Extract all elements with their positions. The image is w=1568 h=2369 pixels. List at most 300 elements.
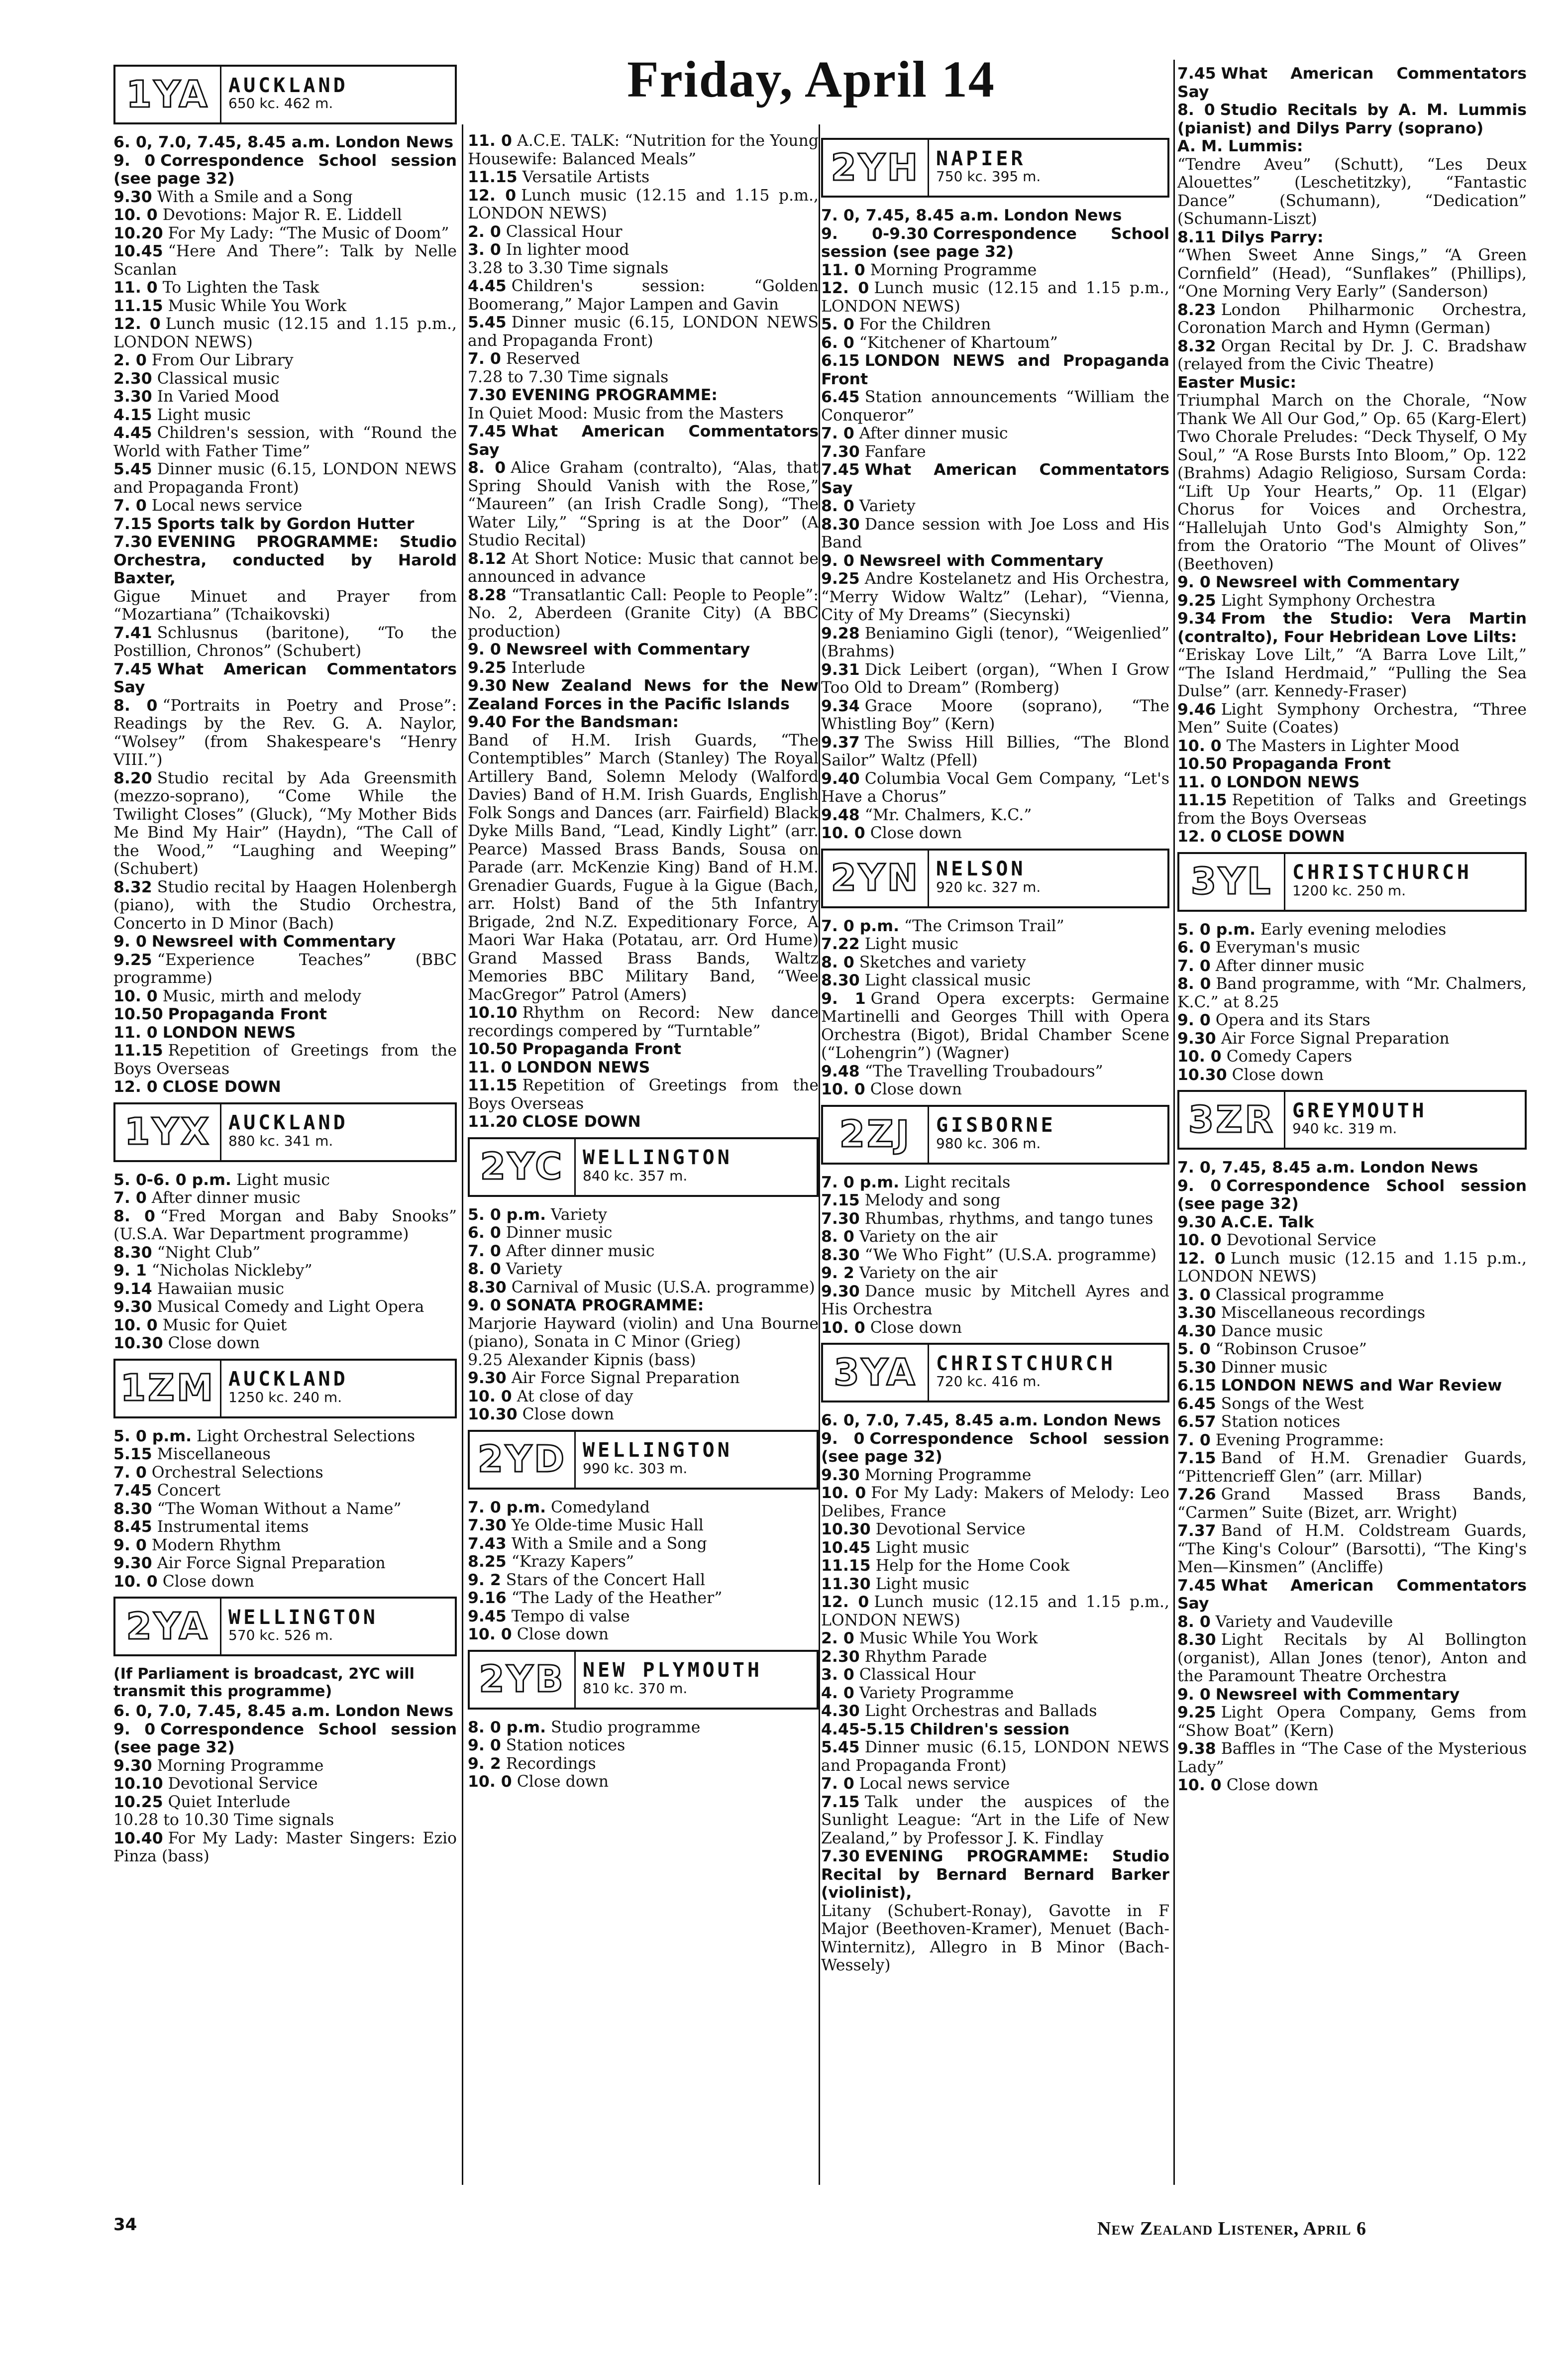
programme-time: 9. 0 xyxy=(1177,1011,1211,1029)
programme-time: 9.30 xyxy=(468,677,507,695)
programme-entry xyxy=(113,1830,457,1866)
programme-entry xyxy=(821,697,1169,734)
programme-entry xyxy=(113,1005,457,1024)
programme-text: Alice Graham (contralto), “Alas, that Spring Should Vanish with the Rose,” “Maureen” (an Irish Cradle Song), “The Water Lily,” “Spring is at the Door” (A Studio Recital) xyxy=(468,459,819,549)
programme-entry xyxy=(1177,1322,1527,1341)
station-logo: 2YN xyxy=(823,851,929,906)
programme-entry xyxy=(113,242,457,279)
programme-entry xyxy=(113,351,457,370)
programme-text: Andre Kostelanetz and His Orchestra, “Merry Widow Waltz” (Lehar), “Vienna, City of My Dreams” (Siecynski) xyxy=(821,570,1169,624)
programme-entry xyxy=(821,1228,1169,1246)
programme-time: 7.15 xyxy=(113,515,152,533)
programme-time: 2. 0 xyxy=(113,351,147,369)
programme-text: Classical music xyxy=(157,369,280,388)
programme-text: What American Commentators Say xyxy=(468,423,819,459)
programme-time: 7. 0 xyxy=(1177,957,1211,975)
programme-entry xyxy=(113,697,457,769)
programme-entry xyxy=(113,769,457,878)
programme-time: 9. 0 xyxy=(113,1536,147,1554)
programme-time: 8. 0 p.m. xyxy=(468,1718,546,1736)
programme-time: 7. 0 xyxy=(468,350,501,368)
programme-time: 7. 0 xyxy=(113,497,147,515)
station-logo: 3YL xyxy=(1179,854,1285,910)
station-banner xyxy=(113,1102,457,1162)
programme-time: 7.45 xyxy=(113,660,152,678)
programme-time: 3.30 xyxy=(113,388,152,406)
programme-time: 7.30 xyxy=(821,1847,860,1865)
station-city: NELSON xyxy=(936,858,1026,880)
programme-entry xyxy=(821,1738,1169,1775)
programme-entry xyxy=(1177,1613,1527,1631)
programme-entry xyxy=(113,1464,457,1482)
programme-text: Sports talk by Gordon Hutter xyxy=(157,515,415,533)
programme-text: Station announcements “William the Conqueror” xyxy=(821,388,1169,425)
programme-text: Children's session: “Golden Boomerang,” Major Lampen and Gavin xyxy=(468,277,819,314)
programme-time: 5. 0 xyxy=(1177,1340,1211,1358)
programme-entry xyxy=(113,1775,457,1793)
programme-entry xyxy=(468,423,819,459)
programme-entry xyxy=(468,1206,819,1224)
programme-text: Close down xyxy=(162,1572,255,1591)
programme-text: Beniamino Gigli (tenor), “Weigenlied” (Brahms) xyxy=(821,624,1169,660)
station-frequency: 720 kc. 416 m. xyxy=(936,1373,1041,1390)
programme-text: Dance session with Joe Loss and His Band xyxy=(821,515,1169,551)
programme-time: 10. 0 xyxy=(113,1572,158,1591)
programme-time: 5. 0-6. 0 p.m. xyxy=(113,1171,231,1189)
programme-time: 6. 0 xyxy=(1177,939,1211,957)
programme-text: Marjorie Hayward (violin) and Una Bourne (piano), Sonata in C Minor (Grieg) xyxy=(468,1314,819,1351)
programme-entry xyxy=(113,1445,457,1464)
programme-entry xyxy=(821,1902,1169,1975)
programme-time: 10. 0 xyxy=(1177,1776,1222,1794)
programme-time: 8. 0 xyxy=(821,1228,854,1246)
station-2ya-continued xyxy=(468,132,819,1131)
programme-time: 9. 0 xyxy=(821,1429,865,1448)
programme-entry xyxy=(821,352,1169,388)
programme-text: From the Studio: Vera Martin (contralto), Four Hebridean Love Lilts: xyxy=(1177,610,1527,646)
programme-entry xyxy=(1177,1486,1527,1522)
programme-time: 7. 0 xyxy=(1177,1431,1211,1449)
programme-text: “The Woman Without a Name” xyxy=(157,1500,402,1518)
programme-entry xyxy=(113,1024,457,1042)
programme-text: Grand Massed Brass Bands, “Carmen” Suite (Bizet, arr. Wright) xyxy=(1177,1486,1527,1522)
programme-text: Rhythm on Record: New dance recordings compered by “Turntable” xyxy=(468,1004,819,1040)
programme-text: Classical Hour xyxy=(506,222,623,241)
programme-text: For My Lady: “The Music of Doom” xyxy=(168,224,449,242)
programme-entry xyxy=(821,570,1169,625)
programme-time: 9.25 xyxy=(1177,591,1216,610)
station-2ya xyxy=(113,1597,457,1866)
programme-text: Repetition of Greetings from the Boys Overseas xyxy=(468,1077,819,1113)
programme-entry xyxy=(821,990,1169,1063)
programme-text: Light music xyxy=(157,406,251,424)
programme-time: 8. 0 xyxy=(821,497,854,515)
programme-text: Studio recital by Ada Greensmith (mezzo-soprano), “Come While the Twilight Closes” (Gluck), “My Mother Bids Me Bind My Hair” (Haydn), “The Call of the Wood,” “Laughing and Weeping” (Schubert) xyxy=(113,769,457,878)
station-frequency: 940 kc. 319 m. xyxy=(1292,1120,1397,1137)
column-2 xyxy=(468,132,819,1791)
programme-time: 7. 0 xyxy=(821,425,854,442)
programme-time: 2. 0 xyxy=(821,1629,854,1647)
programme-text: Dinner music (6.15, LONDON NEWS and Propaganda Front) xyxy=(468,314,819,350)
station-info xyxy=(929,1107,1167,1163)
programme-entry xyxy=(821,1080,1169,1099)
programme-text: Air Force Signal Preparation xyxy=(1221,1029,1450,1048)
programme-entry xyxy=(1177,374,1527,392)
programme-text: Local news service xyxy=(151,497,303,515)
programme-text: Orchestral Selections xyxy=(151,1463,323,1482)
programme-entry xyxy=(1177,392,1527,573)
station-banner xyxy=(1177,852,1527,912)
programme-entry xyxy=(821,461,1169,497)
programme-text: Variety on the air xyxy=(859,1264,998,1282)
station-3yl xyxy=(1177,852,1527,1084)
programme-text: London News xyxy=(1004,207,1122,224)
programme-text: Studio recital by Haagen Holenbergh (piano), with the Studio Orchestra, Concerto in D Minor (Bach) xyxy=(113,878,457,933)
programme-text: Litany (Schubert-Ronay), Gavotte in F Major (Beethoven-Kramer), Menuet (Bach-Winternitz), Allegro in B Minor (Bach-Wessely) xyxy=(821,1902,1169,1974)
programme-entry xyxy=(1177,1159,1527,1177)
programme-entry xyxy=(113,206,457,224)
programme-entry xyxy=(821,971,1169,990)
programme-time: 7.37 xyxy=(1177,1522,1216,1540)
programme-text: EVENING PROGRAMME: Studio Orchestra, conducted by Harold Baxter, xyxy=(113,533,457,587)
programme-entry xyxy=(468,1388,819,1406)
programme-entry xyxy=(821,1063,1169,1081)
station-city: AUCKLAND xyxy=(228,1111,348,1134)
programme-text: Classical programme xyxy=(1215,1286,1384,1304)
programme-time: 7.30 xyxy=(468,1516,507,1534)
programme-text: “Nicholas Nickleby” xyxy=(151,1262,313,1280)
programme-time: 7. 0 p.m. xyxy=(821,1173,900,1191)
programme-time: 5.30 xyxy=(1177,1358,1216,1377)
programme-entry xyxy=(821,954,1169,972)
station-frequency: 880 kc. 341 m. xyxy=(228,1132,333,1149)
station-2zj xyxy=(821,1105,1169,1337)
programme-time: 10. 0 xyxy=(1177,737,1222,755)
programme-text: Versatile Artists xyxy=(522,168,650,186)
column-4 xyxy=(1177,65,1527,1795)
programme-text: Grand Opera excerpts: Germaine Martinelli and Georges Thill with Opera Orchestra (Bigot), Bridal Chamber Scene (“Lohengrin”) (Wagner) xyxy=(821,989,1169,1062)
programme-entry xyxy=(821,1702,1169,1721)
programme-entry xyxy=(1177,1359,1527,1377)
programme-time: 9.30 xyxy=(113,1756,152,1775)
programme-time: 9.30 xyxy=(113,188,152,206)
programme-text: Rhumbas, rhythms, and tango tunes xyxy=(864,1209,1153,1228)
programme-time: 11. 0 xyxy=(821,261,865,279)
programme-time: 9. 0 xyxy=(1177,573,1211,591)
programme-time: 7. 0 xyxy=(113,1463,147,1482)
programme-text: CLOSE DOWN xyxy=(162,1078,281,1096)
programme-time: 2. 0 xyxy=(468,222,501,241)
programme-entry xyxy=(468,1242,819,1261)
programme-text: Close down xyxy=(1226,1776,1319,1794)
programme-entry xyxy=(1177,1177,1527,1213)
programme-text: “Here And There”: Talk by Nelle Scanlan xyxy=(113,242,457,279)
programme-time: 8.30 xyxy=(468,1278,507,1296)
programme-entry xyxy=(113,388,457,406)
programme-time: 10.20 xyxy=(113,224,163,242)
programme-time: 9.30 xyxy=(113,1554,152,1572)
programme-entry xyxy=(113,406,457,425)
programme-text: Interlude xyxy=(511,658,585,677)
programme-text: The Masters in Lighter Mood xyxy=(1226,737,1460,755)
programme-entry xyxy=(113,1042,457,1078)
programme-time: 9. 0 xyxy=(821,551,854,570)
programme-text: Music for Quiet xyxy=(162,1316,287,1334)
programme-time: 5. 0 p.m. xyxy=(113,1427,192,1445)
programme-entry xyxy=(821,443,1169,461)
programme-text: London News xyxy=(1043,1411,1161,1429)
programme-text: Music While You Work xyxy=(859,1629,1038,1647)
station-banner xyxy=(113,1597,457,1656)
programme-entry xyxy=(113,1189,457,1207)
programme-time: 9. 0 xyxy=(468,1296,501,1314)
station-2yn xyxy=(821,849,1169,1099)
programme-time: 10.25 xyxy=(113,1793,163,1811)
programme-entry xyxy=(468,677,819,713)
programme-entry xyxy=(1177,791,1527,828)
programme-entry xyxy=(821,1411,1169,1430)
programme-entry xyxy=(113,1518,457,1536)
programme-entry xyxy=(821,1174,1169,1192)
programme-text: Variety Programme xyxy=(859,1684,1014,1702)
programme-entry xyxy=(468,223,819,241)
programme-text: Quiet Interlude xyxy=(168,1793,291,1811)
column-3 xyxy=(821,132,1169,1975)
programme-time: 9.30 xyxy=(1177,1029,1216,1048)
programme-text: Light music xyxy=(875,1575,969,1593)
programme-time: 10.10 xyxy=(468,1004,518,1022)
programme-entry xyxy=(468,1516,819,1535)
programme-text: After dinner music xyxy=(151,1189,301,1207)
programme-time: 5. 0 p.m. xyxy=(1177,920,1256,939)
programme-time: 12. 0 xyxy=(468,186,517,205)
programme-time: 7.30 xyxy=(821,1209,860,1228)
column-divider xyxy=(819,124,820,2185)
station-info xyxy=(576,1652,817,1708)
programme-text: LONDON NEWS and Propaganda Front xyxy=(821,352,1169,388)
programme-time: 9. 2 xyxy=(821,1264,854,1282)
programme-time: 9. 1 xyxy=(113,1262,147,1280)
programme-text: Newsreel with Commentary xyxy=(151,933,396,951)
programme-entry xyxy=(113,133,457,152)
programme-time: 10. 0 xyxy=(1177,1048,1222,1066)
programme-time: 9.40 xyxy=(821,769,860,788)
programme-entry xyxy=(1177,592,1527,610)
programme-time: 9.30 xyxy=(113,1298,152,1316)
programme-time: 5.45 xyxy=(113,460,152,478)
programme-text: In Quiet Mood: Music from the Masters xyxy=(468,404,784,423)
programme-entry xyxy=(821,917,1169,936)
programme-time: 11. 0 xyxy=(468,1058,512,1077)
programme-time: 7.43 xyxy=(468,1534,507,1553)
programme-text: The Swiss Hill Billies, “The Blond Sailor” Waltz (Pfell) xyxy=(821,733,1169,769)
programme-text: Fanfare xyxy=(864,442,926,461)
programme-text: New Zealand News for the New Zealand Forces in the Pacific Islands xyxy=(468,677,819,713)
programme-time: 8. 0 xyxy=(821,953,854,971)
programme-entry xyxy=(468,659,819,677)
programme-text: Help for the Home Cook xyxy=(875,1557,1070,1575)
programme-entry xyxy=(113,1280,457,1298)
station-city: AUCKLAND xyxy=(228,1368,348,1391)
station-1zm xyxy=(113,1359,457,1591)
station-1ya xyxy=(113,65,457,1096)
programme-time: 11.20 xyxy=(468,1113,518,1131)
programme-text: Light Symphony Orchestra xyxy=(1221,591,1436,610)
station-info xyxy=(929,140,1167,196)
programme-entry xyxy=(1177,1213,1527,1232)
programme-text: LONDON NEWS xyxy=(1226,773,1360,791)
programme-text: Hawaiian music xyxy=(157,1280,284,1298)
station-frequency: 1250 kc. 240 m. xyxy=(228,1389,342,1405)
programme-text: Close down xyxy=(517,1773,609,1791)
programme-time: 12. 0 xyxy=(113,315,161,333)
programme-entry xyxy=(468,1589,819,1608)
programme-time: 9.30 xyxy=(821,1466,860,1484)
programme-entry xyxy=(468,314,819,350)
programme-text: “Portraits in Poetry and Prose”: Readings by the Rev. G. A. Naylor, “Wolsey” (from Shakespeare's “Henry VIII.”) xyxy=(113,696,457,769)
station-banner xyxy=(468,1137,819,1197)
programme-entry xyxy=(821,1466,1169,1485)
programme-text: EVENING PROGRAMME: xyxy=(511,386,718,404)
programme-text: “Eriskay Love Lilt,” “A Barra Love Lilt,” “The Island Herdmaid,” “Pulling the Sea Dulse” (arr. Kennedy-Fraser) xyxy=(1177,646,1527,700)
programme-text: Newsreel with Commentary xyxy=(859,551,1104,570)
programme-entry xyxy=(468,386,819,405)
programme-time: 10. 0 xyxy=(821,1484,866,1502)
programme-time: 5.45 xyxy=(468,314,507,331)
programme-entry xyxy=(113,878,457,933)
programme-entry xyxy=(821,935,1169,954)
programme-time: 9. 2 xyxy=(468,1571,501,1589)
programme-text: Lunch music (12.15 and 1.15 p.m., LONDON NEWS) xyxy=(821,1593,1170,1629)
station-frequency: 1200 kc. 250 m. xyxy=(1292,882,1406,899)
programme-text: Correspondence School session (see page 32) xyxy=(113,1720,457,1756)
programme-entry xyxy=(821,425,1169,443)
programme-time: 10.30 xyxy=(113,1334,163,1352)
programme-text: To Lighten the Task xyxy=(162,279,319,297)
programme-entry xyxy=(468,168,819,187)
programme-text: CLOSE DOWN xyxy=(1226,828,1345,846)
programme-time: 7.15 xyxy=(821,1191,860,1209)
programme-entry xyxy=(821,1629,1169,1648)
programme-text: Miscellaneous xyxy=(157,1445,271,1463)
programme-text: Light classical music xyxy=(864,971,1031,989)
programme-text: Air Force Signal Preparation xyxy=(157,1554,386,1572)
programme-time: 9.28 xyxy=(821,624,860,643)
programme-time: 12. 0 xyxy=(1177,1249,1226,1268)
programme-time: 9.48 xyxy=(821,1062,860,1080)
programme-text: Correspondence School session (see page 32) xyxy=(113,151,457,188)
programme-entry xyxy=(113,1757,457,1775)
programme-text: Carnival of Music (U.S.A. programme) xyxy=(511,1278,815,1296)
programme-entry xyxy=(468,1296,819,1315)
programme-text: After dinner music xyxy=(1215,957,1364,975)
programme-entry xyxy=(468,713,819,732)
programme-text: Band of H.M. Irish Guards, “The Contemptibles” March (Stanley) The Royal Artillery Band, Solemn Melody (Walford Davies) Band of H.M. Irish Guards, English Folk Songs and Dances (arr. Fairfield) Black Dyke Mills Band, “Lead, Kindly Light” (arr. Pearce) Massed Brass Bands, Sousa on Parade (arr. McKenzie King) Band of H.M. Grenadier Guards, Fugue à la Gigue (Bach, arr. Holst) Band of the 5th Infantry Brigade, 2nd N.Z. Expeditionary Force, A Maori War Haka (Potatau, arr. Ord Hume) Grand Massed Brass Bands, Waltz Memories BBC Military Band, “Wee MacGregor” Patrol (Amers) xyxy=(468,731,819,1004)
station-city: WELLINGTON xyxy=(228,1606,378,1629)
programme-entry xyxy=(468,1571,819,1590)
programme-time: 8. 0 xyxy=(468,1260,501,1278)
programme-text: Lunch music (12.15 and 1.15 p.m., LONDON NEWS) xyxy=(113,315,457,351)
programme-entry xyxy=(821,661,1169,697)
programme-time: 9.31 xyxy=(821,660,860,679)
programme-time: 11. 0 xyxy=(113,279,158,297)
programme-entry xyxy=(821,1264,1169,1283)
programme-text: Morning Programme xyxy=(157,1756,324,1775)
programme-entry xyxy=(113,1811,457,1830)
programme-time: 7. 0 xyxy=(113,1189,147,1207)
programme-text: “Transatlantic Call: People to People”: No. 2, Aberdeen (Granite City) (A BBC production) xyxy=(468,586,819,641)
programme-time: 11.15 xyxy=(821,1557,871,1575)
programme-text: Close down xyxy=(517,1625,609,1643)
programme-entry xyxy=(468,187,819,223)
programme-entry xyxy=(468,368,819,387)
station-logo: 2YH xyxy=(823,140,929,196)
programme-entry xyxy=(113,1482,457,1500)
programme-entry xyxy=(113,1078,457,1096)
programme-text: Repetition of Greetings from the Boys Overseas xyxy=(113,1042,457,1078)
programme-entry xyxy=(113,515,457,534)
programme-time: 7.30 xyxy=(113,533,152,551)
programme-entry xyxy=(1177,1740,1527,1776)
programme-entry xyxy=(113,624,457,660)
programme-time: 2.30 xyxy=(113,369,152,388)
programme-text: SONATA PROGRAMME: xyxy=(506,1296,704,1314)
programme-entry xyxy=(468,241,819,259)
programme-time: 5.45 xyxy=(821,1738,860,1756)
programme-entry xyxy=(468,459,819,550)
programme-time: 10. 0 xyxy=(468,1387,512,1405)
programme-entry xyxy=(113,297,457,316)
programme-entry xyxy=(1177,301,1527,337)
programme-entry xyxy=(821,1246,1169,1265)
programme-text: Dinner music xyxy=(1221,1358,1328,1377)
station-banner xyxy=(821,1343,1169,1402)
station-logo: 2ZJ xyxy=(823,1107,929,1163)
programme-text: 3.28 to 3.30 Time signals xyxy=(468,259,669,277)
programme-text: With a Smile and a Song xyxy=(157,188,353,206)
programme-entry xyxy=(113,188,457,207)
station-info xyxy=(1285,1092,1525,1148)
programme-entry xyxy=(468,1535,819,1553)
programme-text: Close down xyxy=(1232,1066,1324,1084)
station-info xyxy=(929,1345,1167,1400)
programme-time: 6.45 xyxy=(821,388,860,406)
column-divider xyxy=(462,124,463,2185)
programme-entry xyxy=(468,132,819,168)
station-frequency: 570 kc. 526 m. xyxy=(228,1627,333,1643)
programme-entry xyxy=(821,1575,1169,1594)
programme-text: At Short Notice: Music that cannot be announced in advance xyxy=(468,549,819,586)
programme-time: 9.38 xyxy=(1177,1740,1216,1758)
programme-text: Correspondence School session (see page 32) xyxy=(1177,1177,1527,1213)
programme-time: 7.45 xyxy=(821,461,860,479)
programme-entry xyxy=(1177,1395,1527,1413)
programme-time: 9.37 xyxy=(821,733,860,752)
programme-entry xyxy=(1177,646,1527,701)
programme-time: 9.34 xyxy=(821,697,860,715)
programme-entry xyxy=(1177,1631,1527,1686)
programme-time: 9.40 xyxy=(468,713,507,731)
programme-time: 9. 0 xyxy=(1177,1177,1222,1195)
programme-time: 9.30 xyxy=(1177,1213,1216,1231)
programme-entry xyxy=(468,350,819,368)
programme-entry xyxy=(821,824,1169,843)
programme-text: Propaganda Front xyxy=(168,1005,327,1023)
programme-time: 9.25 xyxy=(821,570,860,588)
programme-time: 7.30 xyxy=(821,442,860,461)
station-2yc xyxy=(468,1137,819,1424)
programme-text: “The Travelling Troubadours” xyxy=(864,1062,1103,1080)
